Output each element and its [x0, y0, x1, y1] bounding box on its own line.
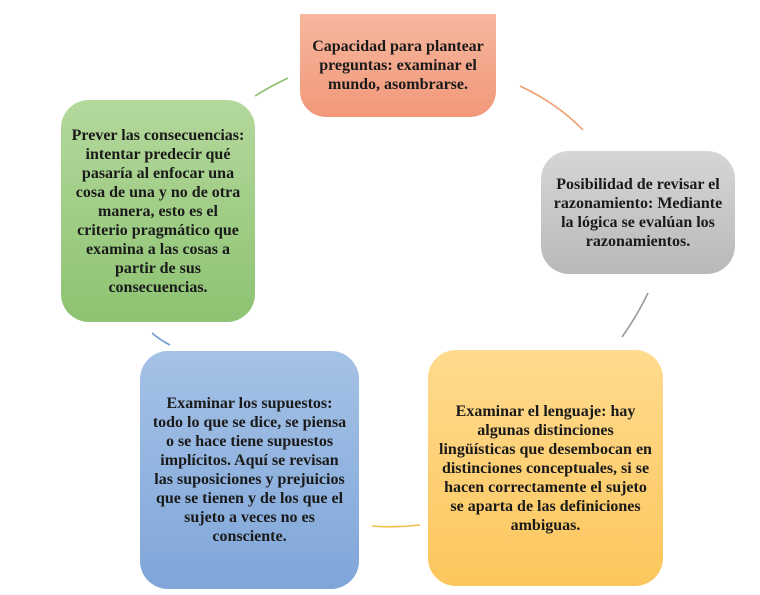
node-prever-consecuencias-text: Prever las consecuencias: intentar predecir qué pasaría al enfocar una cosa de una y no de otra manera, esto es el criterio pragmático que examina a las cosas a partir de sus consecuencias. [71, 126, 245, 296]
connector-right-to-bottom-right [622, 293, 648, 337]
connector-left-to-top [255, 78, 288, 96]
node-examinar-supuestos-text: Examinar los supuestos: todo lo que se dice, se piensa o se hace tiene supuestos implícitos. Aquí se revisan las suposiciones y prejuicios que se tienen y de los que el sujeto a veces no es consciente. [152, 395, 347, 545]
node-examinar-lenguaje [428, 350, 663, 586]
connector-bottom-left-to-left [152, 333, 170, 345]
connector-bottom-right-to-bottom-left [372, 525, 420, 527]
connector-top-to-right [520, 86, 583, 130]
node-plantear-preguntas [300, 14, 496, 117]
node-revisar-razonamiento [541, 151, 735, 274]
node-revisar-razonamiento-text: Posibilidad de revisar el razonamiento: Mediante la lógica se evalúan los razonamientos. [553, 175, 723, 250]
node-examinar-lenguaje-text: Examinar el lenguaje: hay algunas distinciones lingüísticas que desembocan en distinciones conceptuales, si se hacen correctamente el sujeto se aparta de las definiciones ambiguas. [439, 402, 652, 534]
node-examinar-supuestos [140, 351, 359, 589]
node-prever-consecuencias [61, 100, 255, 322]
node-plantear-preguntas-text: Capacidad para plantear preguntas: examinar el mundo, asombrarse. [312, 38, 484, 93]
